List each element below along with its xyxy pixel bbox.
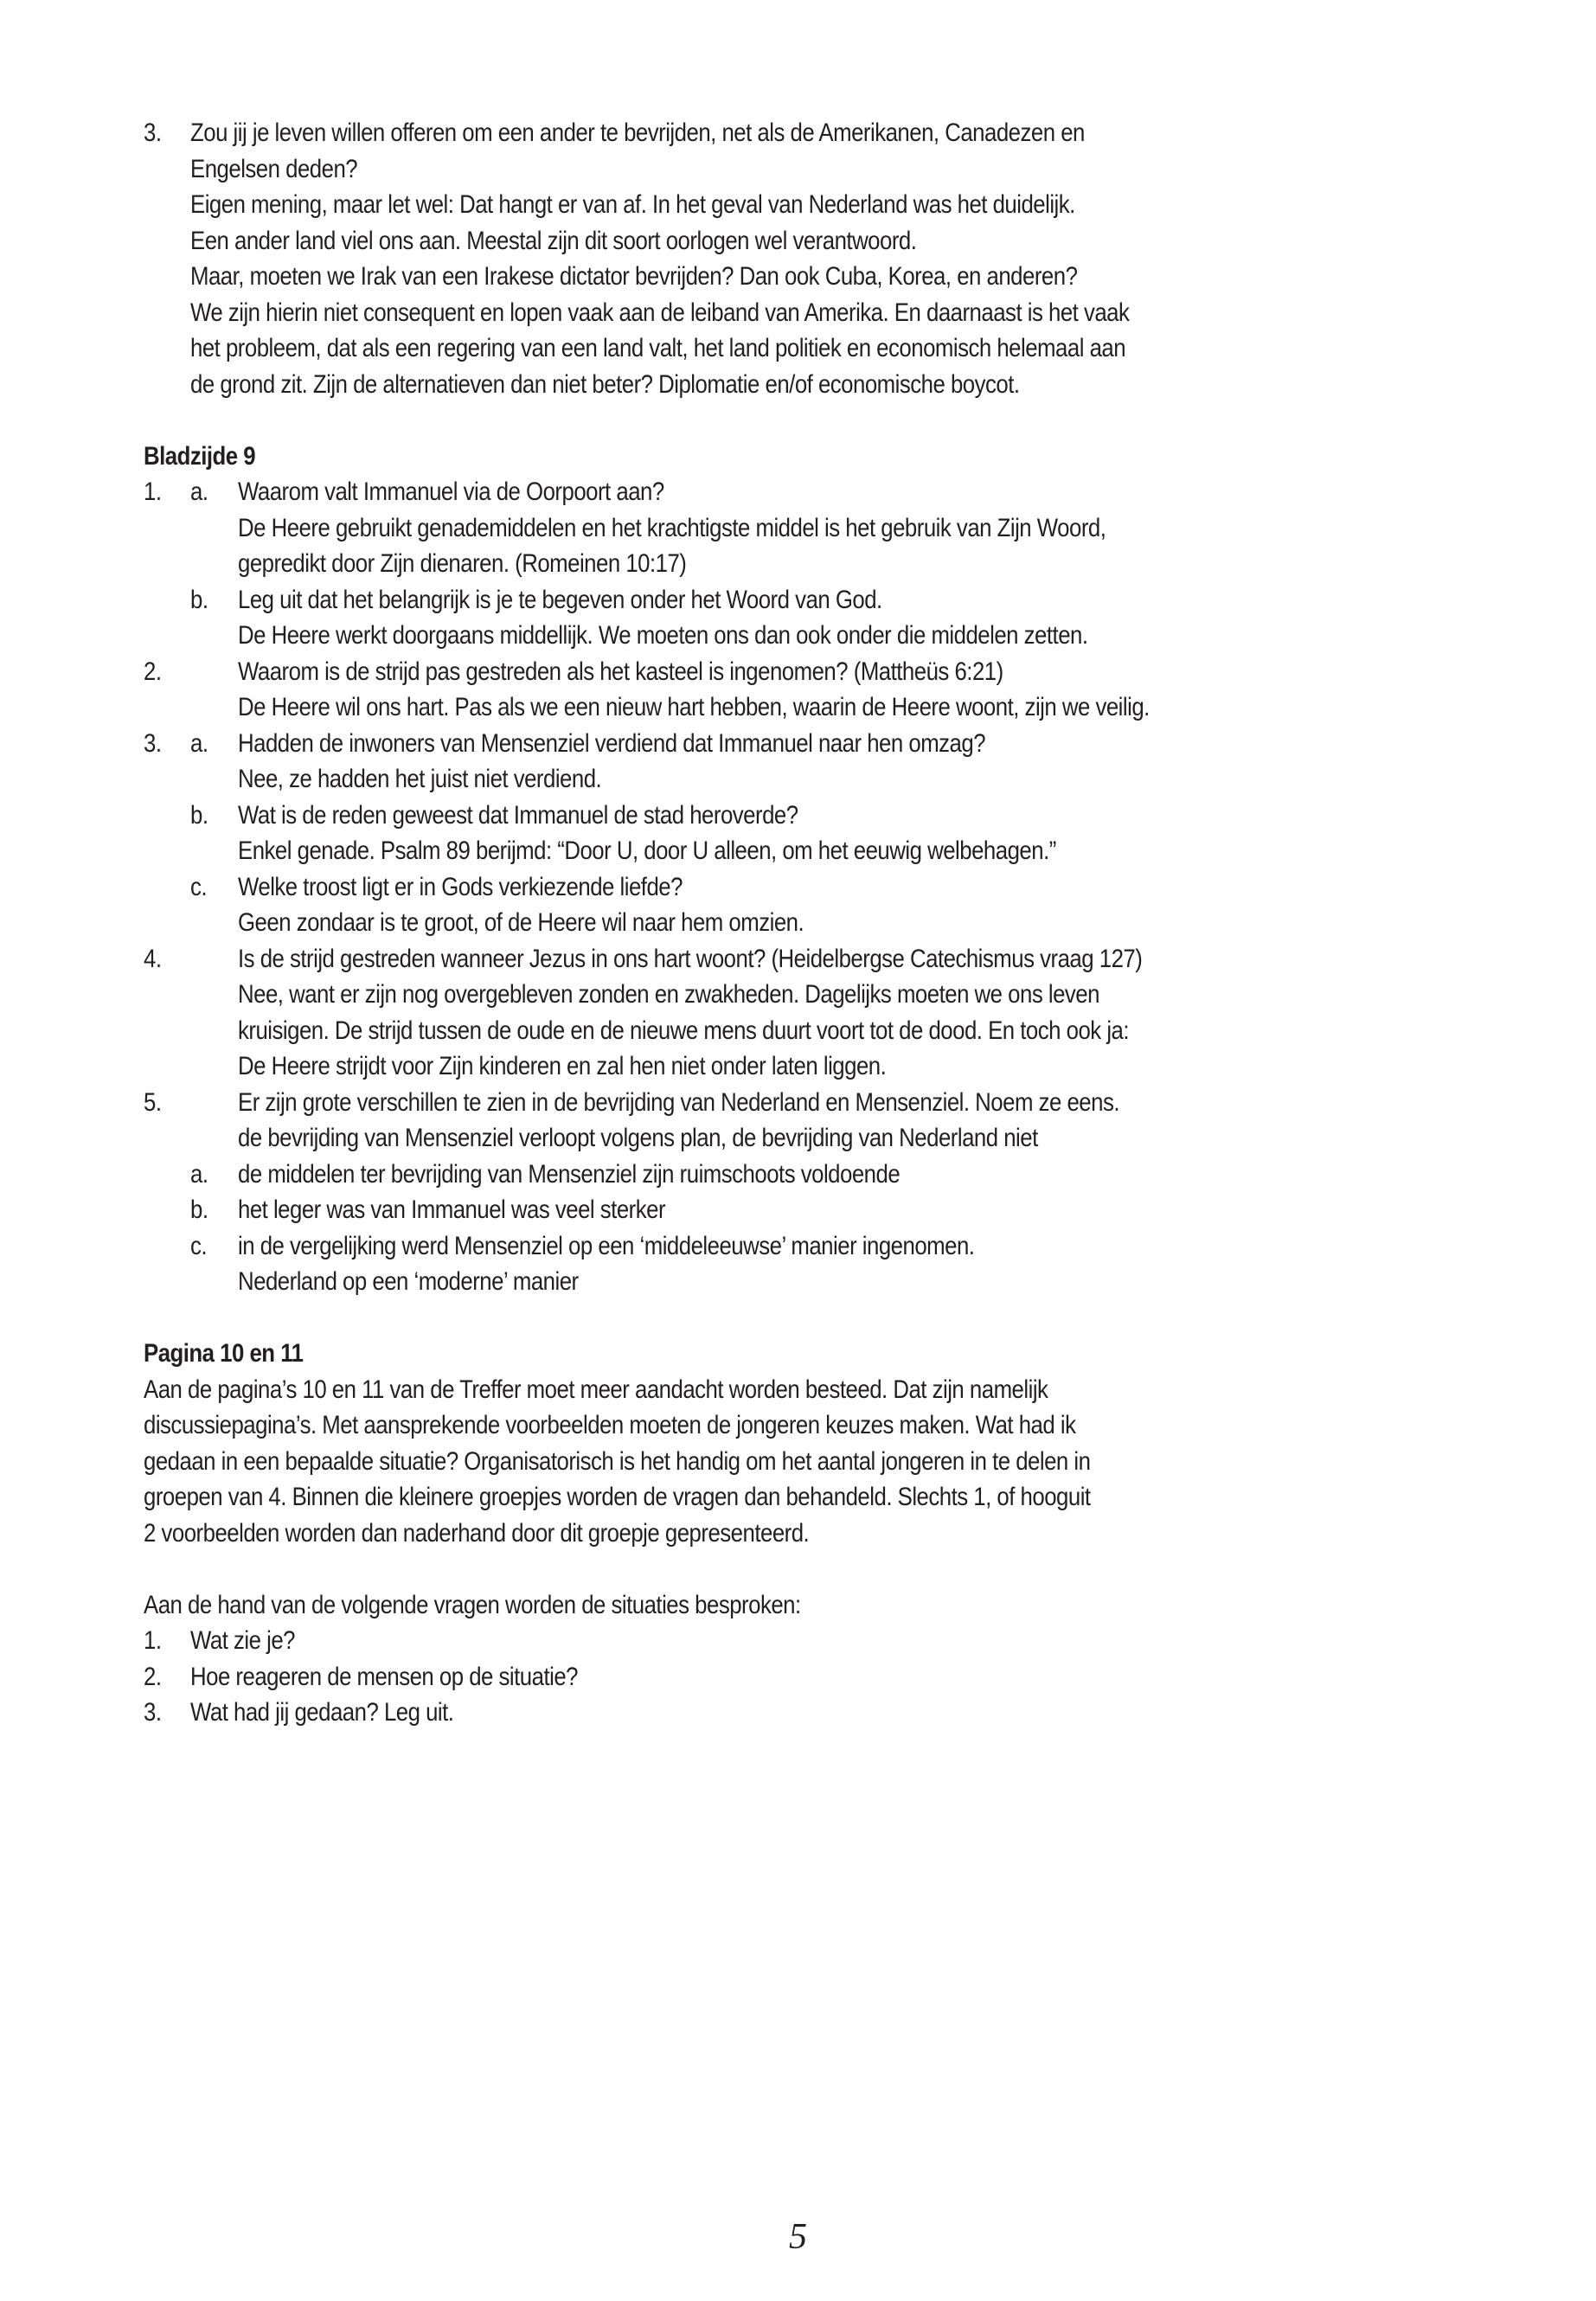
item-number: 3. (144, 1698, 162, 1727)
answer-text: kruisigen. De strijd tussen de oude en de nieuwe mens duurt voort tot de dood. En toch ook ja: (238, 1016, 1130, 1045)
paragraph-text: groepen van 4. Binnen die kleinere groepjes worden de vragen dan behandeld. Slechts 1, of hooguit (144, 1483, 1091, 1511)
item-number: 1. (144, 1626, 162, 1655)
answer-text: Eigen mening, maar let wel: Dat hangt er van af. In het geval van Nederland was het duidelijk. (190, 190, 1075, 219)
answer-text: de middelen ter bevrijding van Mensenziel zijn ruimschoots voldoende (238, 1159, 901, 1189)
paragraph-text: gedaan in een bepaalde situatie? Organisatorisch is het handig om het aantal jongeren in te delen in (144, 1446, 1091, 1476)
paragraph-text: Aan de pagina’s 10 en 11 van de Treffer moet meer aandacht worden besteed. Dat zijn namelijk (144, 1375, 1048, 1404)
answer-text: het probleem, dat als een regering van een land valt, het land politiek en economisch helemaal aan (190, 334, 1126, 362)
question-text: Zou jij je leven willen offeren om een ander te bevrijden, net als de Amerikanen, Canadezen en (190, 119, 1085, 147)
answer-text: Maar, moeten we Irak van een Irakese dictator bevrijden? Dan ook Cuba, Korea, en anderen? (190, 262, 1078, 291)
answer-text: De Heere gebruikt genademiddelen en het krachtigste middel is het gebruik van Zijn Woord, (238, 513, 1106, 542)
section-bladzijde-9 (144, 439, 1458, 1300)
answer-text: Nee, ze hadden het juist niet verdiend. (238, 765, 602, 793)
answer-text: gepredikt door Zijn dienaren. (Romeinen 10:17) (238, 549, 687, 578)
item-letter: c. (190, 1231, 208, 1260)
question-text: Waarom is de strijd pas gestreden als het kasteel is ingenomen? (Mattheüs 6:21) (238, 657, 1003, 686)
item-number: 3. (144, 119, 162, 147)
answer-text: Nee, want er zijn nog overgebleven zonden en zwakheden. Dagelijks moeten we ons leven (238, 980, 1099, 1009)
section-pagina-10-11 (144, 1336, 1458, 1731)
item-number: 5. (144, 1087, 162, 1117)
answer-text: Een ander land viel ons aan. Meestal zijn dit soort oorlogen wel verantwoord. (190, 226, 917, 255)
paragraph-text: 2 voorbeelden worden dan naderhand door dit groepje gepresenteerd. (144, 1518, 810, 1548)
section-heading: Bladzijde 9 (144, 441, 256, 471)
answer-text: De Heere wil ons hart. Pas als we een nieuw hart hebben, waarin de Heere woont, zijn we veilig. (238, 693, 1150, 721)
item-letter: a. (190, 1159, 208, 1189)
item-letter: b. (190, 800, 208, 830)
question-text: Leg uit dat het belangrijk is je te begeven onder het Woord van God. (238, 585, 882, 614)
answer-text: de bevrijding van Mensenziel verloopt volgens plan, de bevrijding van Nederland niet (238, 1124, 1038, 1152)
answer-text: We zijn hierin niet consequent en lopen vaak aan de leiband van Amerika. En daarnaast is het vaak (190, 298, 1130, 327)
answer-text: de grond zit. Zijn de alternatieven dan niet beter? Diplomatie en/of economische boycot. (190, 369, 1020, 399)
item-letter: c. (190, 872, 208, 901)
section-heading: Pagina 10 en 11 (144, 1339, 304, 1368)
paragraph-text: discussiepagina’s. Met aansprekende voorbeelden moeten de jongeren keuzes maken. Wat had ik (144, 1411, 1076, 1439)
question-text: Er zijn grote verschillen te zien in de bevrijding van Nederland en Mensenziel. Noem ze eens. (238, 1087, 1119, 1117)
document-page (144, 115, 1458, 1731)
item-letter: b. (190, 1195, 208, 1224)
item-number: 2. (144, 657, 162, 686)
question-text: Wat zie je? (190, 1626, 295, 1655)
answer-text: in de vergelijking werd Mensenziel op een ‘middeleeuwse’ manier ingenomen. (238, 1231, 975, 1260)
page-number: 5 (789, 2217, 807, 2257)
question-text: Wat is de reden geweest dat Immanuel de stad heroverde? (238, 800, 798, 830)
answer-text: Geen zondaar is te groot, of de Heere wil naar hem omzien. (238, 908, 804, 937)
item-number: 3. (144, 728, 162, 758)
question-text: Is de strijd gestreden wanneer Jezus in ons hart woont? (Heidelbergse Catechismus vraag 127) (238, 944, 1143, 973)
question-text: Engelsen deden? (190, 154, 358, 183)
question-text: Waarom valt Immanuel via de Oorpoort aan? (238, 478, 664, 506)
question-text: Hoe reageren de mensen op de situatie? (190, 1662, 578, 1691)
item-letter: b. (190, 585, 208, 614)
question-text: Welke troost ligt er in Gods verkiezende liefde? (238, 872, 683, 901)
question-text: Wat had jij gedaan? Leg uit. (190, 1698, 454, 1727)
item-letter: a. (190, 478, 208, 506)
item-letter: a. (190, 728, 208, 758)
answer-text: De Heere strijdt voor Zijn kinderen en zal hen niet onder laten liggen. (238, 1052, 887, 1080)
item-number: 2. (144, 1662, 162, 1691)
answer-text: het leger was van Immanuel was veel sterker (238, 1195, 666, 1224)
item-number: 4. (144, 944, 162, 973)
answer-text: Nederland op een ‘moderne’ manier (238, 1267, 579, 1296)
intro-question-block (144, 115, 1458, 402)
question-text: Hadden de inwoners van Mensenziel verdiend dat Immanuel naar hen omzag? (238, 728, 986, 758)
answer-text: De Heere werkt doorgaans middellijk. We moeten ons dan ook onder die middelen zetten. (238, 621, 1088, 650)
paragraph-text: Aan de hand van de volgende vragen worden de situaties besproken: (144, 1590, 801, 1619)
answer-text: Enkel genade. Psalm 89 berijmd: “Door U, door U alleen, om het eeuwig welbehagen.” (238, 836, 1056, 865)
item-number: 1. (144, 478, 162, 506)
